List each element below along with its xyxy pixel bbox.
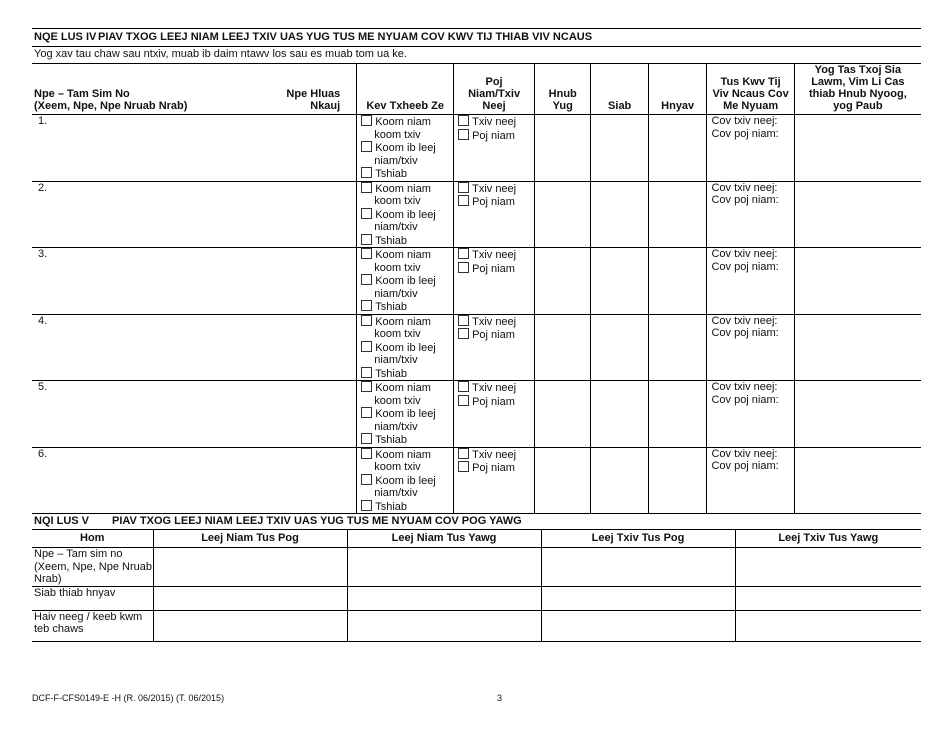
grandparent-row — [32, 548, 921, 587]
row-number: 6. — [38, 447, 48, 460]
male-checkbox[interactable] — [458, 182, 469, 193]
header-weight: Hnyav — [648, 64, 707, 115]
gp-row-label: Npe – Tam sim no (Xeem, Npe, Npe Nruab Nrab) — [34, 548, 152, 585]
children-cell[interactable]: Cov txiv neej: Cov poj niam: — [707, 115, 794, 181]
full-sibling-checkbox[interactable] — [361, 448, 372, 459]
sibling-row — [32, 181, 921, 248]
female-checkbox[interactable] — [458, 195, 469, 206]
gp-row-label: Siab thiab hnyav — [32, 586, 153, 610]
relationship-cell: Koom niam koom txiv Koom ib leej niam/txiv Tshiab — [357, 447, 454, 514]
header-name: Npe – Tam Sim No (Xeem, Npe, Npe Nruab Nrab) Npe Hluas Nkauj — [32, 64, 357, 115]
sibling-name-cell[interactable] — [32, 447, 357, 514]
half-sibling-checkbox[interactable] — [361, 208, 372, 219]
sibling-name-cell[interactable] — [32, 314, 357, 381]
deceased-info-cell[interactable] — [794, 248, 921, 315]
height-cell[interactable] — [591, 314, 648, 381]
sibling-row — [32, 115, 921, 181]
row-number: 3. — [38, 248, 48, 260]
weight-cell[interactable] — [648, 115, 707, 181]
grandparent-field[interactable] — [735, 610, 921, 641]
birth-date-cell[interactable] — [535, 115, 591, 181]
section-4-title: PIAV TXOG LEEJ NIAM LEEJ TXIV UAS YUG TUS ME NYUAM COV KWV TIJ THIAB VIV NCAUS — [98, 31, 593, 43]
male-checkbox[interactable] — [458, 315, 469, 326]
grandparent-field[interactable] — [541, 610, 735, 641]
form-page — [32, 28, 921, 642]
siblings-body — [32, 115, 921, 514]
weight-cell[interactable] — [648, 314, 707, 381]
weight-cell[interactable] — [648, 181, 707, 248]
section-5-title: PIAV TXOG LEEJ NIAM LEEJ TXIV UAS YUG TUS ME NYUAM COV POG YAWG — [112, 515, 522, 527]
page-number: 3 — [497, 693, 503, 703]
sex-cell: Txiv neej Poj niam — [454, 381, 535, 448]
sibling-row — [32, 248, 921, 315]
grandparent-field[interactable] — [347, 610, 541, 641]
deceased-info-cell[interactable] — [794, 314, 921, 381]
male-checkbox[interactable] — [458, 381, 469, 392]
full-sibling-checkbox[interactable] — [361, 315, 372, 326]
half-sibling-checkbox[interactable] — [361, 341, 372, 352]
grandparents-table — [32, 530, 921, 642]
relationship-cell: Koom niam koom txiv Koom ib leej niam/txiv Tshiab — [357, 181, 454, 248]
weight-cell[interactable] — [648, 381, 707, 448]
birth-date-cell[interactable] — [535, 248, 591, 315]
grandparent-field[interactable] — [541, 548, 735, 587]
height-cell[interactable] — [591, 381, 648, 448]
female-checkbox[interactable] — [458, 328, 469, 339]
half-sibling-checkbox[interactable] — [361, 407, 372, 418]
relationship-cell: Koom niam koom txiv Koom ib leej niam/txiv Tshiab — [357, 248, 454, 315]
grandparent-row — [32, 610, 921, 641]
gp-header-4: Leej Txiv Tus Yawg — [735, 530, 921, 548]
deceased-info-cell[interactable] — [794, 115, 921, 181]
male-checkbox[interactable] — [458, 448, 469, 459]
weight-cell[interactable] — [648, 447, 707, 514]
female-checkbox[interactable] — [458, 129, 469, 140]
gp-header-3: Leej Txiv Tus Pog — [541, 530, 735, 548]
male-checkbox[interactable] — [458, 248, 469, 259]
sex-cell: Txiv neej Poj niam — [454, 248, 535, 315]
height-cell[interactable] — [591, 181, 648, 248]
grandparent-field[interactable] — [153, 610, 347, 641]
row-number: 2. — [38, 181, 48, 194]
header-relationship: Kev Txheeb Ze — [357, 64, 454, 115]
siblings-header-row — [32, 64, 921, 115]
relationship-cell: Koom niam koom txiv Koom ib leej niam/txiv Tshiab — [357, 115, 454, 181]
children-cell[interactable]: Cov txiv neej: Cov poj niam: — [707, 447, 794, 514]
relationship-cell: Koom niam koom txiv Koom ib leej niam/txiv Tshiab — [357, 314, 454, 381]
header-deceased-info: Yog Tas Txoj Sia Lawm, Vim Li Cas thiab Hnub Nyoog, yog Paub — [794, 64, 921, 115]
gp-row-label: Haiv neeg / keeb kwm teb chaws — [32, 610, 153, 641]
sibling-name-cell[interactable] — [32, 115, 357, 181]
deceased-info-cell[interactable] — [794, 447, 921, 514]
header-nickname: Npe Hluas Nkauj — [286, 88, 341, 112]
male-checkbox[interactable] — [458, 115, 469, 126]
sex-cell: Txiv neej Poj niam — [454, 181, 535, 248]
birth-date-cell[interactable] — [535, 381, 591, 448]
section-4-header — [32, 28, 921, 47]
half-sibling-checkbox[interactable] — [361, 474, 372, 485]
full-sibling-checkbox[interactable] — [361, 115, 372, 126]
section-4-number: NQE LUS IV — [34, 31, 97, 43]
sibling-row — [32, 314, 921, 381]
gp-header-1: Leej Niam Tus Pog — [153, 530, 347, 548]
header-children: Tus Kwv Tij Viv Ncaus Cov Me Nyuam — [707, 64, 794, 115]
section-5-number: NQI LUS V — [34, 515, 90, 527]
section-5-header — [32, 514, 921, 530]
half-sibling-checkbox[interactable] — [361, 274, 372, 285]
deceased-info-cell[interactable] — [794, 181, 921, 248]
birth-date-cell[interactable] — [535, 314, 591, 381]
sex-cell: Txiv neej Poj niam — [454, 447, 535, 514]
female-checkbox[interactable] — [458, 461, 469, 472]
children-cell[interactable]: Cov txiv neej: Cov poj niam: — [707, 314, 794, 381]
form-code: DCF-F-CFS0149-E -H (R. 06/2015) (T. 06/2015) — [32, 693, 225, 703]
grandparent-field[interactable] — [541, 586, 735, 610]
step-sibling-checkbox[interactable] — [361, 500, 372, 511]
step-sibling-checkbox[interactable] — [361, 367, 372, 378]
height-cell[interactable] — [591, 115, 648, 181]
sex-cell: Txiv neej Poj niam — [454, 115, 535, 181]
siblings-table — [32, 64, 921, 115]
sibling-name-cell[interactable] — [32, 181, 357, 248]
header-sex: Poj Niam/Txiv Neej — [454, 64, 535, 115]
grandparents-header-row — [32, 530, 921, 548]
sibling-name-cell[interactable] — [32, 381, 357, 448]
grandparent-field[interactable] — [735, 586, 921, 610]
grandparent-field[interactable] — [347, 586, 541, 610]
step-sibling-checkbox[interactable] — [361, 433, 372, 444]
grandparent-field[interactable] — [347, 548, 541, 587]
row-number: 4. — [38, 314, 48, 327]
height-cell[interactable] — [591, 248, 648, 315]
female-checkbox[interactable] — [458, 395, 469, 406]
sibling-name-cell[interactable] — [32, 248, 357, 315]
step-sibling-checkbox[interactable] — [361, 234, 372, 245]
children-cell[interactable]: Cov txiv neej: Cov poj niam: — [707, 248, 794, 315]
row-number: 5. — [38, 381, 48, 393]
step-sibling-checkbox[interactable] — [361, 167, 372, 178]
deceased-info-cell[interactable] — [794, 381, 921, 448]
birth-date-cell[interactable] — [535, 181, 591, 248]
children-cell[interactable]: Cov txiv neej: Cov poj niam: — [707, 381, 794, 448]
children-cell[interactable]: Cov txiv neej: Cov poj niam: — [707, 181, 794, 248]
gp-header-0: Hom — [32, 530, 153, 548]
sibling-row — [32, 447, 921, 514]
weight-cell[interactable] — [648, 248, 707, 315]
height-cell[interactable] — [591, 447, 648, 514]
grandparent-field[interactable] — [153, 586, 347, 610]
sex-cell: Txiv neej Poj niam — [454, 314, 535, 381]
header-birth: Hnub Yug — [535, 64, 591, 115]
female-checkbox[interactable] — [458, 262, 469, 273]
full-sibling-checkbox[interactable] — [361, 248, 372, 259]
row-number: 1. — [38, 115, 48, 127]
half-sibling-checkbox[interactable] — [361, 141, 372, 152]
section-4-intro: Yog xav tau chaw sau ntxiv, muab ib daim ntawv los sau es muab tom ua ke. — [32, 47, 921, 64]
grandparent-field[interactable] — [153, 548, 347, 587]
grandparent-row — [32, 586, 921, 610]
full-sibling-checkbox[interactable] — [361, 381, 372, 392]
full-sibling-checkbox[interactable] — [361, 182, 372, 193]
grandparent-field[interactable] — [735, 548, 921, 587]
step-sibling-checkbox[interactable] — [361, 300, 372, 311]
sibling-row — [32, 381, 921, 448]
header-height: Siab — [591, 64, 648, 115]
birth-date-cell[interactable] — [535, 447, 591, 514]
relationship-cell: Koom niam koom txiv Koom ib leej niam/txiv Tshiab — [357, 381, 454, 448]
gp-header-2: Leej Niam Tus Yawg — [347, 530, 541, 548]
